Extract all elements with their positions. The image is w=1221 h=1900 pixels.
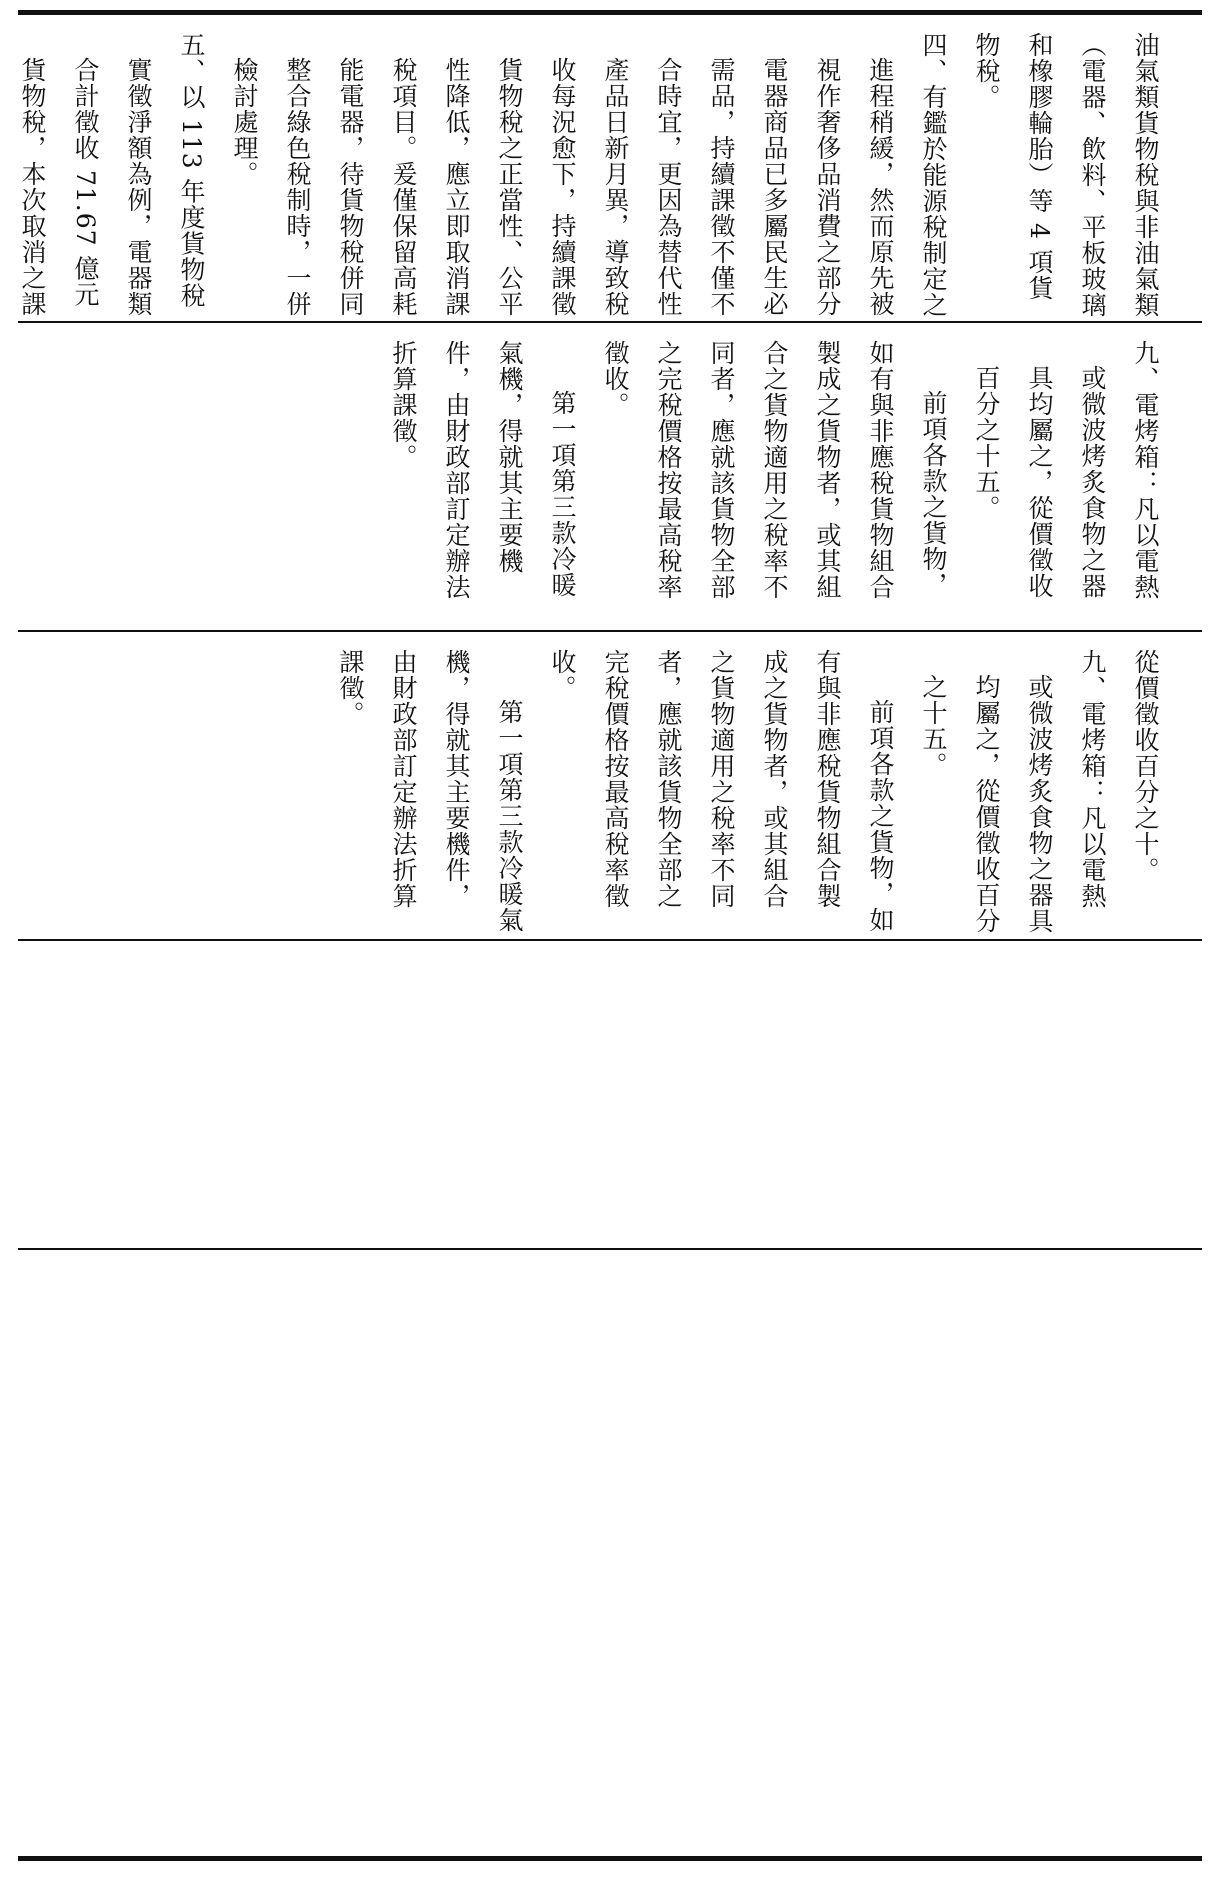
row3-paragraph: 第一項第三款冷暖氣機，得就其主要機件，由財政部訂定辦法折算課徵。 xyxy=(336,649,524,933)
bottom-rule xyxy=(18,1856,1202,1861)
row2-paragraph: 九、電烤箱：凡以電熱或微波烤炙食物之器具均屬之，從價徵收百分之十五。 xyxy=(972,340,1160,600)
row2-text-column xyxy=(18,326,1202,626)
row-divider-2 xyxy=(18,630,1202,632)
top-rule xyxy=(18,10,1202,15)
row3-text-column xyxy=(18,635,1202,935)
row-divider-1 xyxy=(18,321,1202,323)
row2-paragraph: 第一項第三款冷暖氣機，得就其主要機件，由財政部訂定辦法折算課徵。 xyxy=(389,340,577,600)
table-row-1 xyxy=(18,18,1202,318)
row1-paragraph: 油氣類貨物稅與非油氣類（電器、飲料、平板玻璃和橡膠輪胎）等 4 項貨物稅。 xyxy=(972,32,1160,318)
row1-paragraph: 五、以 113 年度貨物稅實徵淨額為例，電器類合計徵收 71.67 億元貨物稅，本次取消之課 xyxy=(18,32,206,317)
row3-paragraph: 前項各款之貨物，如有與非應稅貨物組合製成之貨物者，或其組合之貨物適用之稅率不同者，應就該貨物全部之完稅價格按最高稅率徵收。 xyxy=(548,649,895,933)
row-divider-3 xyxy=(18,939,1202,941)
table-row-4 xyxy=(18,944,1202,1244)
row3-paragraph: 九、電烤箱：凡以電熱或微波烤炙食物之器具均屬之，從價徵收百分之十五。 xyxy=(919,649,1107,934)
row3-text xyxy=(324,649,1172,934)
row1-paragraph: 四、有鑑於能源稅制定之進程稍緩，然而原先被視作奢侈品消費之部分電器商品已多屬民生必需品，持續課徵不僅不合時宜，更因為替代性產品日新月異，導致稅收每況愈下，持續課徵貨物稅之正當性、公平性降低，應立即取消課稅項目。爰僅保留高耗能電器，待貨物稅併同整合綠色稅制時，一併檢討處理。 xyxy=(230,32,948,318)
table-row-5 xyxy=(18,1253,1202,1553)
row1-text-column xyxy=(18,18,1202,318)
row3-paragraph: 從價徵收百分之十。 xyxy=(1131,649,1160,883)
table-row-2 xyxy=(18,326,1202,626)
row-divider-4 xyxy=(18,1248,1202,1250)
row2-text xyxy=(377,340,1172,620)
table-row-3 xyxy=(18,635,1202,935)
row2-paragraph: 前項各款之貨物，如有與非應稅貨物組合製成之貨物者，或其組合之貨物適用之稅率不同者，應就該貨物全部之完稅價格按最高稅率徵收。 xyxy=(601,340,948,600)
row1-text xyxy=(18,32,1172,318)
